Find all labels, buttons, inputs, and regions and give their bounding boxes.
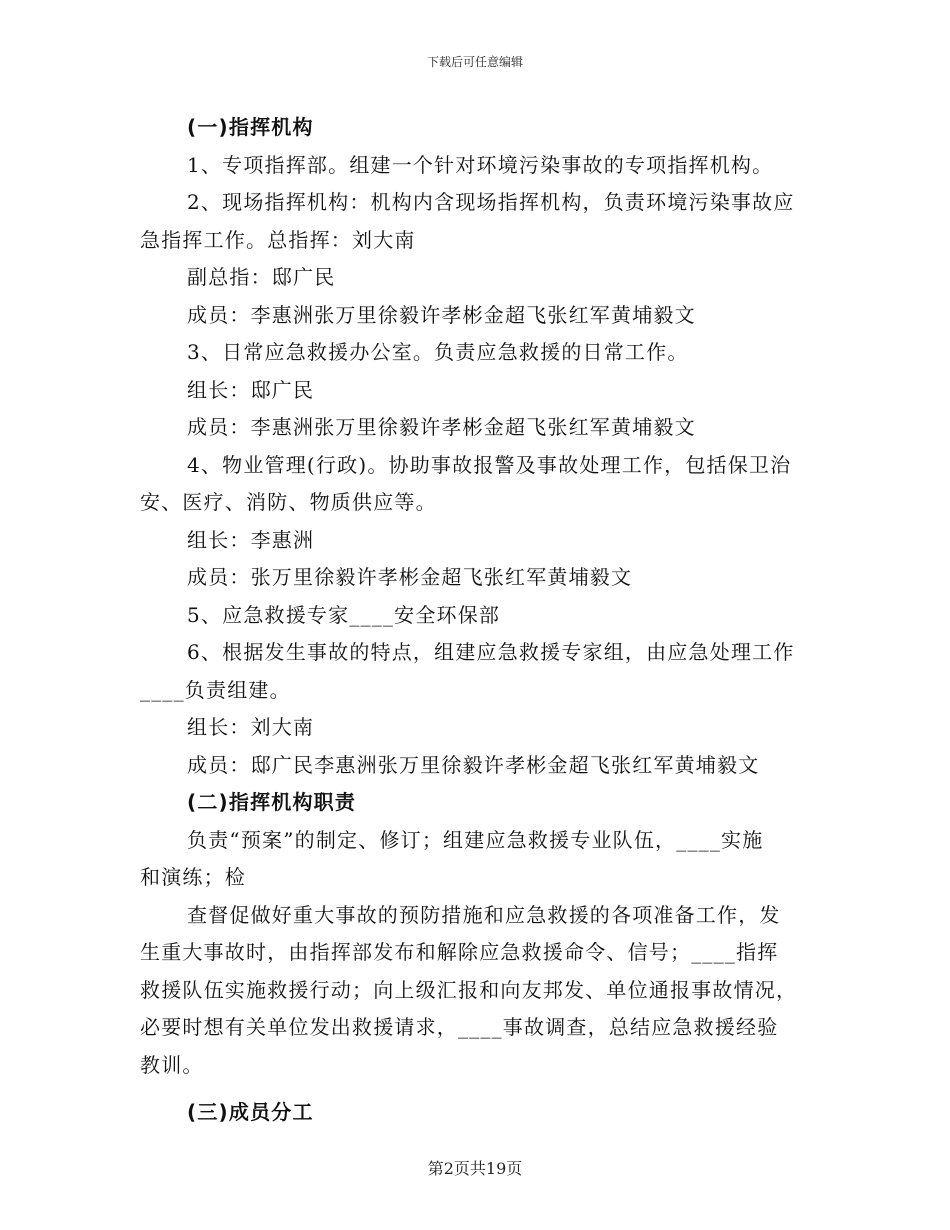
paragraph-line: 查督促做好重大事故的预防措施和应急救援的各项准备工作，发 (187, 902, 781, 927)
paragraph-line: 1、专项指挥部。组建一个针对环境污染事故的专项指挥机构。 (187, 152, 774, 177)
paragraph-line: 成员：李惠洲张万里徐毅许孝彬金超飞张红军黄埔毅文 (187, 302, 696, 327)
paragraph-line: 急指挥工作。总指挥：刘大南 (140, 227, 416, 252)
paragraph-line: 安、医疗、消防、物质供应等。 (140, 490, 437, 514)
paragraph-line: 组长：李惠洲 (187, 527, 315, 552)
page-header: 下载后可任意编辑 (426, 55, 523, 69)
paragraph-line: 负责“预案”的制定、修订；组建应急救援专业队伍，____实施 (187, 827, 764, 852)
paragraph-line: 组长：刘大南 (187, 715, 315, 739)
paragraph-line: 成员：张万里徐毅许孝彬金超飞张红军黄埔毅文 (187, 565, 633, 589)
paragraph-line: 救援队伍实施救援行动；向上级汇报和向友邦发、单位通报事故情况， (140, 977, 798, 1002)
paragraph-line: 和演练；检 (140, 865, 246, 889)
section-heading: (二)指挥机构职责 (187, 790, 357, 814)
paragraph-line: 成员：李惠洲张万里徐毅许孝彬金超飞张红军黄埔毅文 (187, 415, 696, 439)
paragraph-line: 副总指：邸广民 (187, 265, 336, 289)
document-body (140, 109, 810, 1132)
paragraph-line: 教训。 (140, 1052, 204, 1077)
section-heading: (三)成员分工 (187, 1100, 314, 1124)
paragraph-line: 成员：邸广民李惠洲张万里徐毅许孝彬金超飞张红军黄埔毅文 (187, 752, 760, 777)
paragraph-line: 4、物业管理(行政)。协助事故报警及事故处理工作，包括保卫治 (187, 452, 792, 477)
paragraph-line: 3、日常应急救援办公室。负责应急救援的日常工作。 (187, 340, 689, 364)
paragraph-line: 2、现场指挥机构：机构内含现场指挥机构，负责环境污染事故应 (187, 190, 795, 214)
paragraph-line: ____负责组建。 (140, 677, 291, 702)
paragraph-line: 5、应急救援专家____安全环保部 (187, 602, 501, 627)
paragraph-line: 必要时想有关单位发出救援请求，____事故调查，总结应急救援经验 (140, 1015, 779, 1039)
paragraph-line: 6、根据发生事故的特点，组建应急救援专家组，由应急处理工作 (187, 640, 795, 664)
page-footer: 第2页共19页 (427, 1159, 523, 1178)
paragraph-line: 组长：邸广民 (187, 377, 315, 402)
section-heading: (一)指挥机构 (187, 115, 314, 139)
paragraph-line: 生重大事故时，由指挥部发布和解除应急救援命令、信号；____指挥 (140, 940, 779, 964)
